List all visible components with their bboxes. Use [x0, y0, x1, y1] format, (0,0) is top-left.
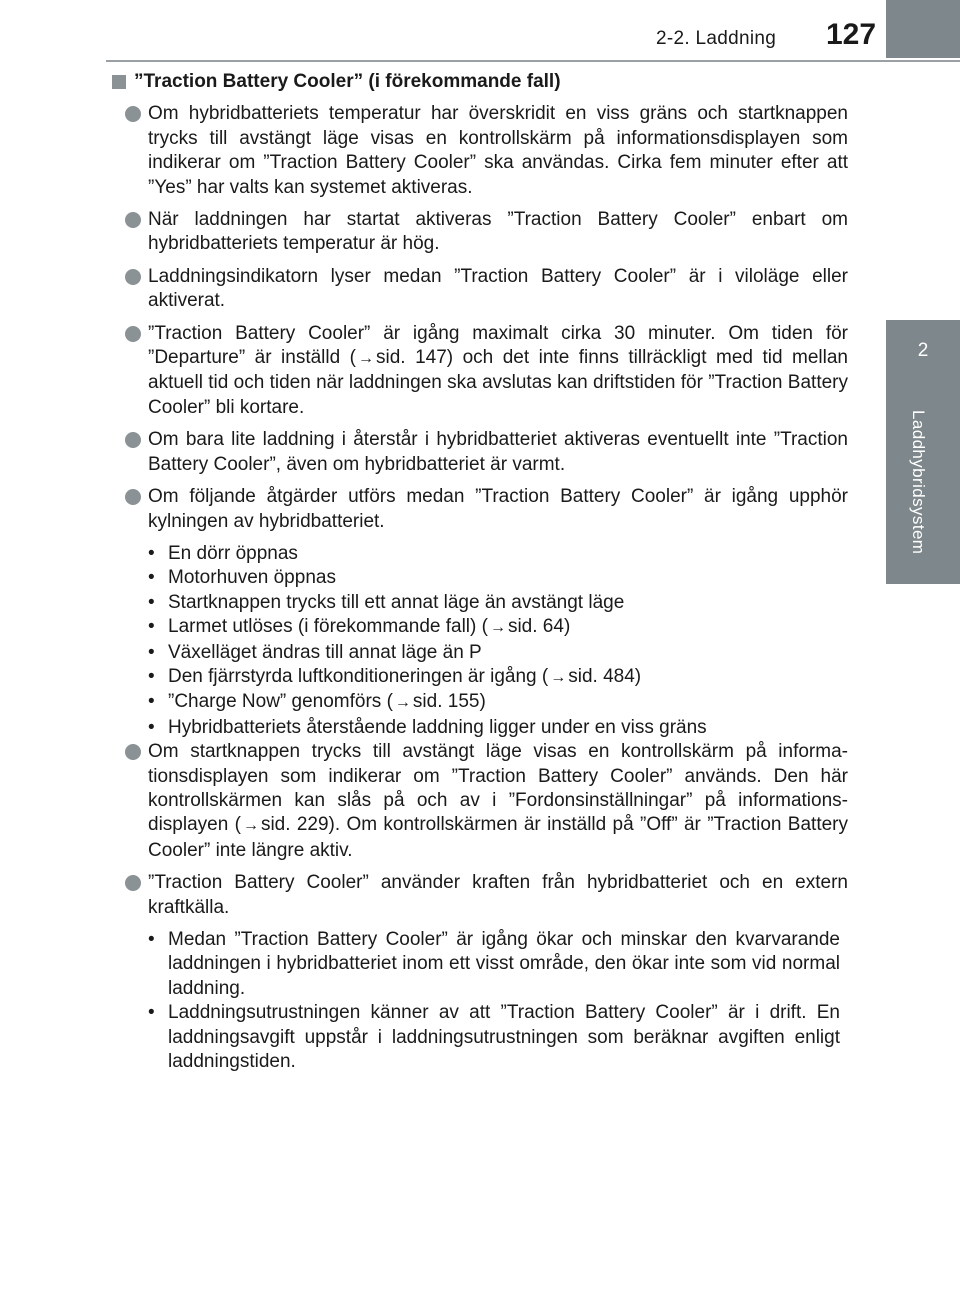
- list-item: [125, 428, 848, 477]
- arrow-right-icon: →: [242, 817, 259, 835]
- bullet-text: ”Traction Battery Cooler” använder kraften från hybridbatteriet och en extern kraftkälla.: [148, 872, 848, 918]
- dot-marker: •: [148, 641, 155, 663]
- sub-list: [148, 542, 848, 740]
- square-bullet-icon: [112, 75, 126, 89]
- dot-marker: •: [148, 591, 155, 613]
- sub-list-item: [148, 928, 840, 1001]
- side-tab-number: [886, 320, 960, 382]
- header-section-title: 2-2. Laddning: [656, 28, 777, 49]
- sub-list-item: [148, 615, 848, 640]
- sub-list-item: [148, 1001, 840, 1074]
- circle-bullet-icon: [125, 432, 141, 448]
- sub-item-text: ”Charge Now” genomförs (: [168, 691, 393, 713]
- bullet-text: ”Traction Battery Cooler” är igång maximalt cirka 30 minuter. Om tiden för ”Departure” är inställd (: [148, 322, 848, 369]
- sub-list-item: [148, 591, 848, 615]
- circle-bullet-icon: [125, 269, 141, 285]
- sub-item-text: En dörr öppnas: [168, 542, 298, 564]
- list-item: [125, 740, 848, 863]
- bullet-text: När laddningen har startat aktiveras ”Traction Battery Cooler” enbart om hybridbatteriets temperatur är hög.: [148, 209, 848, 255]
- page-number: 127: [826, 18, 877, 51]
- page-content: [112, 70, 848, 1074]
- circle-bullet-icon: [125, 326, 141, 342]
- circle-bullet-icon: [125, 875, 141, 891]
- sub-item-text: Laddningsutrustningen känner av att ”Traction Battery Cooler” är i drift. En laddningsavgift uppstår i laddningsutrustningen som beräknar avgiften enligt laddningstiden.: [168, 1002, 840, 1073]
- circle-bullet-icon: [125, 744, 141, 760]
- sub-list-item: [148, 716, 848, 740]
- bullet-text: Om följande åtgärder utförs medan ”Traction Battery Cooler” är igång upphör kylningen av hybridbatteriet.: [148, 486, 848, 532]
- dot-marker: •: [148, 567, 155, 589]
- sub-list-item: [148, 690, 848, 715]
- circle-bullet-icon: [125, 489, 141, 505]
- sub-item-text: Motorhuven öppnas: [168, 567, 336, 589]
- dot-marker: •: [148, 929, 155, 950]
- list-item: [125, 485, 848, 534]
- sub-item-text: ): [563, 616, 571, 638]
- sub-item-text: ): [634, 665, 642, 687]
- sub-list-item: [148, 665, 848, 690]
- chapter-number: 2: [917, 340, 929, 361]
- bullet-text: ). Om kontrollskärmen är inställd på ”Off” är ”Traction Battery Cooler” inte längre aktiv.: [148, 814, 848, 861]
- page-reference-link[interactable]: sid. 64: [507, 616, 564, 638]
- circle-bullet-icon: [125, 212, 141, 228]
- list-item: [125, 322, 848, 421]
- header-divider: [106, 60, 960, 62]
- bullet-text: Laddningsindikatorn lyser medan ”Traction Battery Cooler” är i viloläge eller aktiverat.: [148, 265, 848, 312]
- side-tab-top: [886, 0, 960, 58]
- bullet-text: Om bara lite laddning i återstår i hybridbatteriet aktiveras eventuellt inte ”Traction Battery Cooler”, även om hybridbatteriet är varmt.: [148, 429, 848, 475]
- arrow-right-icon: →: [489, 619, 506, 637]
- sub-list: [148, 928, 848, 1074]
- dot-marker: •: [148, 691, 155, 713]
- sub-list-item: [148, 641, 848, 665]
- dot-marker: •: [148, 665, 155, 687]
- section-title-text: ”Traction Battery Cooler” (i förekommande fall): [134, 71, 561, 92]
- list-item: [125, 102, 848, 200]
- sub-item-text: Hybridbatteriets återstående laddning ligger under en viss gräns: [168, 716, 707, 738]
- sub-item-text: Larmet utlöses (i förekommande fall) (: [168, 616, 488, 638]
- bullet-text: Om startknappen trycks till avstängt läge visas en kontrollskärm på informationsdisplayen som indikerar om ”Traction Battery Cooler” används. Den här kontrollskärmen kan slås på och av i ”Fordonsinställningar” på informationsdisplayen (: [148, 741, 848, 836]
- circle-bullet-icon: [125, 106, 141, 122]
- arrow-right-icon: →: [550, 668, 567, 686]
- sub-list-item: [148, 566, 848, 590]
- dot-marker: •: [148, 716, 155, 738]
- sub-item-text: Växelläget ändras till annat läge än P: [168, 641, 482, 663]
- list-item: [125, 265, 848, 314]
- sub-item-text: ): [479, 691, 486, 713]
- sub-list-item: [148, 542, 848, 566]
- list-item: [125, 208, 848, 257]
- chapter-label: Laddhybridsystem: [909, 410, 928, 555]
- sub-item-text: Den fjärrstyrda luftkonditioneringen är igång (: [168, 665, 549, 687]
- sub-item-text: Startknappen trycks till ett annat läge än avstängt läge: [168, 591, 625, 613]
- list-item: [125, 871, 848, 920]
- page-reference-link[interactable]: sid. 147: [376, 347, 447, 369]
- bullet-text: ) och det inte finns tillräckligt med tid mellan aktuell tid och tiden när laddningen ska avslutas kan driftstiden för ”Traction Battery Cooler” bli kortare.: [148, 347, 848, 418]
- arrow-right-icon: →: [358, 350, 374, 368]
- dot-marker: •: [148, 542, 155, 564]
- arrow-right-icon: →: [394, 694, 411, 712]
- dot-marker: •: [148, 1002, 155, 1024]
- page-reference-link[interactable]: sid. 484: [568, 665, 635, 687]
- page-reference-link[interactable]: sid. 229: [260, 814, 329, 836]
- bullet-text: Om hybridbatteriets temperatur har överskridit en viss gräns och startknappen trycks till avstängt läge visas en kontrollskärm på informationsdisplayen som indikerar om ”Traction Battery Cooler” ska användas. Cirka fem minuter efter att ”Yes” har valts kan systemet aktiveras.: [148, 103, 848, 198]
- section-title: [112, 70, 848, 94]
- dot-marker: •: [148, 616, 155, 638]
- page-reference-link[interactable]: sid. 155: [412, 691, 480, 713]
- sub-item-text: Medan ”Traction Battery Cooler” är igång ökar och minskar den kvarvarande laddningen i hybridbatteriet inom ett visst område, den ökar inte som vid normal laddning.: [168, 929, 840, 999]
